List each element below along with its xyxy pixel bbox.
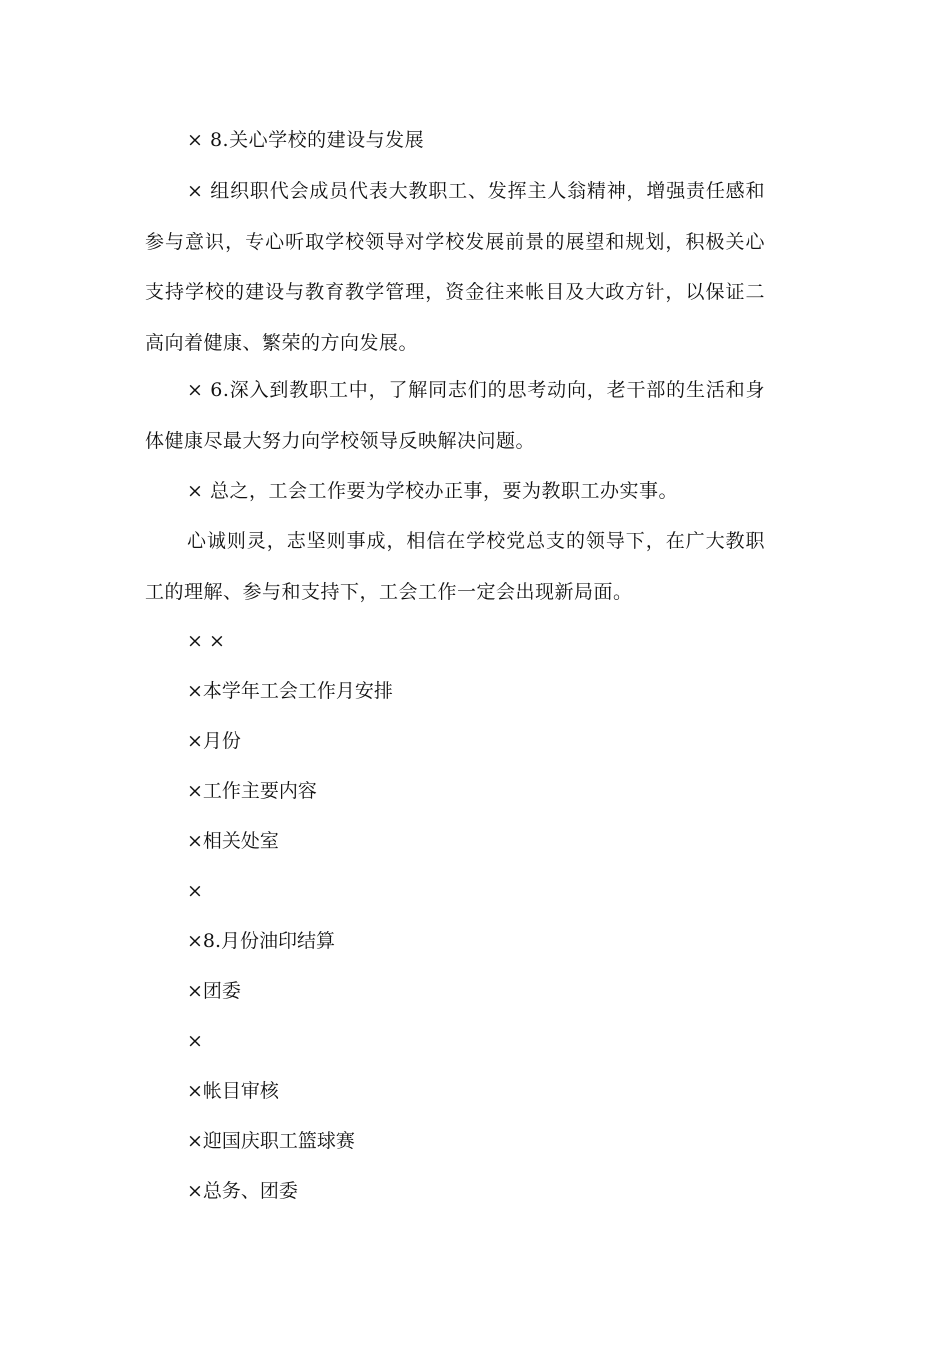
line-general-affairs: ×总务、团委	[187, 1180, 298, 1202]
line-marker: × ×	[187, 630, 225, 652]
paragraph-union-duties: × 组织职代会成员代表大教职工、发挥主人翁精神，增强责任感和参与意识，专心听取学校领导对学校发展前景的展望和规划，积极关心支持学校的建设与教育教学管理，资金往来帐目及大政方针，以保证二高向着健康、繁荣的方向发展。	[145, 180, 765, 354]
line-account-audit: ×帐目审核	[187, 1080, 279, 1102]
paragraph-item-8: × 8.关心学校的建设与发展	[187, 129, 425, 151]
paragraph-item-6: × 6.深入到教职工中，了解同志们的思考动向，老干部的生活和身体健康尽最大努力向学校领导反映解决问题。	[145, 379, 765, 452]
line-schedule-title: ×本学年工会工作月安排	[187, 680, 393, 702]
line-office-header: ×相关处室	[187, 830, 279, 852]
line-marker: ×	[187, 880, 203, 902]
paragraph-closing: 心诚则灵，志坚则事成，相信在学校党总支的领导下，在广大教职工的理解、参与和支持下，工会工作一定会出现新局面。	[145, 530, 765, 603]
line-marker: ×	[187, 1030, 203, 1052]
line-basketball-game: ×迎国庆职工篮球赛	[187, 1130, 355, 1152]
line-content-header: ×工作主要内容	[187, 780, 317, 802]
line-month-header: ×月份	[187, 730, 241, 752]
line-august-settlement: ×8.月份油印结算	[187, 930, 336, 952]
paragraph-summary: × 总之，工会工作要为学校办正事，要为教职工办实事。	[187, 480, 678, 502]
line-youth-league: ×团委	[187, 980, 241, 1002]
